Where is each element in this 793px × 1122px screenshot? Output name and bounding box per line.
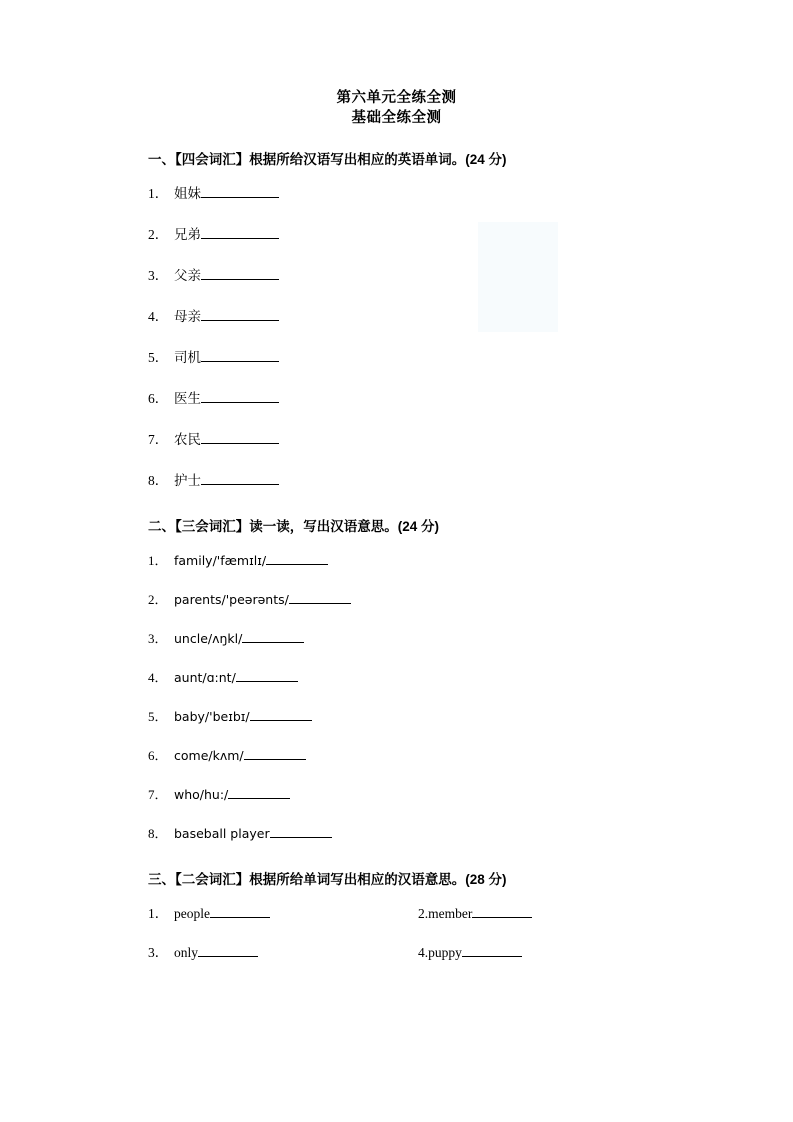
list-item bbox=[148, 904, 673, 924]
list-item bbox=[148, 348, 673, 368]
item-text: only bbox=[174, 945, 199, 960]
item-text: baby/'beɪbɪ/ bbox=[174, 709, 250, 724]
item-text: who/hu:/ bbox=[174, 787, 229, 802]
item-right bbox=[418, 943, 522, 963]
item-text: 父亲 bbox=[174, 268, 201, 283]
item-number: 3． bbox=[148, 945, 169, 960]
list-item bbox=[148, 266, 673, 286]
title-line-2: 基础全练全测 bbox=[351, 110, 442, 126]
item-left bbox=[148, 904, 418, 924]
answer-blank[interactable] bbox=[201, 389, 279, 403]
item-number: 3． bbox=[148, 631, 168, 646]
answer-blank[interactable] bbox=[236, 668, 298, 682]
list-item bbox=[148, 471, 673, 491]
item-right bbox=[418, 904, 532, 924]
item-number: 7． bbox=[148, 787, 168, 802]
item-text: 司机 bbox=[174, 350, 201, 365]
answer-blank[interactable] bbox=[201, 471, 279, 485]
item-text: 护士 bbox=[174, 473, 201, 488]
list-item bbox=[148, 430, 673, 450]
title-line-1: 第六单元全练全测 bbox=[336, 90, 457, 106]
list-item bbox=[148, 824, 673, 844]
list-item bbox=[148, 184, 673, 204]
answer-blank[interactable] bbox=[201, 266, 279, 280]
item-text: aunt/ɑ:nt/ bbox=[174, 670, 236, 685]
item-number: 5． bbox=[148, 350, 169, 365]
answer-blank[interactable] bbox=[198, 943, 258, 957]
item-text: baseball player bbox=[174, 826, 270, 841]
item-text: 母亲 bbox=[174, 309, 201, 324]
illustration-background bbox=[478, 222, 558, 332]
list-item bbox=[148, 551, 673, 571]
list-item bbox=[148, 785, 673, 805]
item-number: 1． bbox=[148, 186, 169, 201]
item-number: 8． bbox=[148, 473, 169, 488]
section-3-items bbox=[148, 904, 673, 963]
item-number: 4． bbox=[148, 670, 168, 685]
list-item bbox=[148, 668, 673, 688]
answer-blank[interactable] bbox=[210, 904, 270, 918]
section-2-items bbox=[148, 551, 673, 844]
item-number: 5． bbox=[148, 709, 168, 724]
list-item bbox=[148, 307, 673, 327]
item-text: 2.member bbox=[418, 906, 473, 921]
section-heading-3: 三、【二会词汇】根据所给单词写出相应的汉语意思。(28 分) bbox=[148, 872, 507, 887]
answer-blank[interactable] bbox=[228, 785, 290, 799]
item-number: 7． bbox=[148, 432, 169, 447]
item-text: 4.puppy bbox=[418, 945, 462, 960]
list-item bbox=[148, 225, 673, 245]
answer-blank[interactable] bbox=[201, 184, 279, 198]
worksheet-content bbox=[0, 150, 793, 963]
answer-blank[interactable] bbox=[250, 707, 312, 721]
section-1-items bbox=[148, 184, 673, 491]
list-item bbox=[148, 943, 673, 963]
item-number: 3． bbox=[148, 268, 169, 283]
item-number: 1． bbox=[148, 906, 169, 921]
answer-blank[interactable] bbox=[266, 551, 328, 565]
list-item bbox=[148, 590, 673, 610]
item-number: 8． bbox=[148, 826, 168, 841]
answer-blank[interactable] bbox=[289, 590, 351, 604]
item-text: 兄弟 bbox=[174, 227, 201, 242]
item-text: uncle/ʌŋkl/ bbox=[174, 631, 243, 646]
item-text: come/kʌm/ bbox=[174, 748, 244, 763]
answer-blank[interactable] bbox=[270, 824, 332, 838]
answer-blank[interactable] bbox=[242, 629, 304, 643]
item-text: people bbox=[174, 906, 210, 921]
answer-blank[interactable] bbox=[244, 746, 306, 760]
answer-blank[interactable] bbox=[472, 904, 532, 918]
item-number: 6． bbox=[148, 391, 169, 406]
item-text: 农民 bbox=[174, 432, 201, 447]
page-title bbox=[0, 88, 793, 128]
item-number: 2． bbox=[148, 227, 169, 242]
item-left bbox=[148, 943, 418, 963]
item-text: 医生 bbox=[174, 391, 201, 406]
list-item bbox=[148, 707, 673, 727]
item-text: 姐妹 bbox=[174, 186, 201, 201]
section-heading-2: 二、【三会词汇】读一读，写出汉语意思。(24 分) bbox=[148, 519, 440, 534]
item-number: 1． bbox=[148, 553, 168, 568]
list-item bbox=[148, 629, 673, 649]
answer-blank[interactable] bbox=[201, 430, 279, 444]
answer-blank[interactable] bbox=[201, 348, 279, 362]
section-heading-1: 一、【四会词汇】根据所给汉语写出相应的英语单词。(24 分) bbox=[148, 152, 507, 167]
item-number: 4． bbox=[148, 309, 169, 324]
answer-blank[interactable] bbox=[462, 943, 522, 957]
duck-illustration bbox=[478, 222, 558, 332]
item-text: family/'fæmɪlɪ/ bbox=[174, 553, 267, 568]
item-text: parents/'peərənts/ bbox=[174, 592, 289, 607]
list-item bbox=[148, 389, 673, 409]
item-number: 2． bbox=[148, 592, 168, 607]
answer-blank[interactable] bbox=[201, 307, 279, 321]
list-item bbox=[148, 746, 673, 766]
answer-blank[interactable] bbox=[201, 225, 279, 239]
item-number: 6． bbox=[148, 748, 168, 763]
